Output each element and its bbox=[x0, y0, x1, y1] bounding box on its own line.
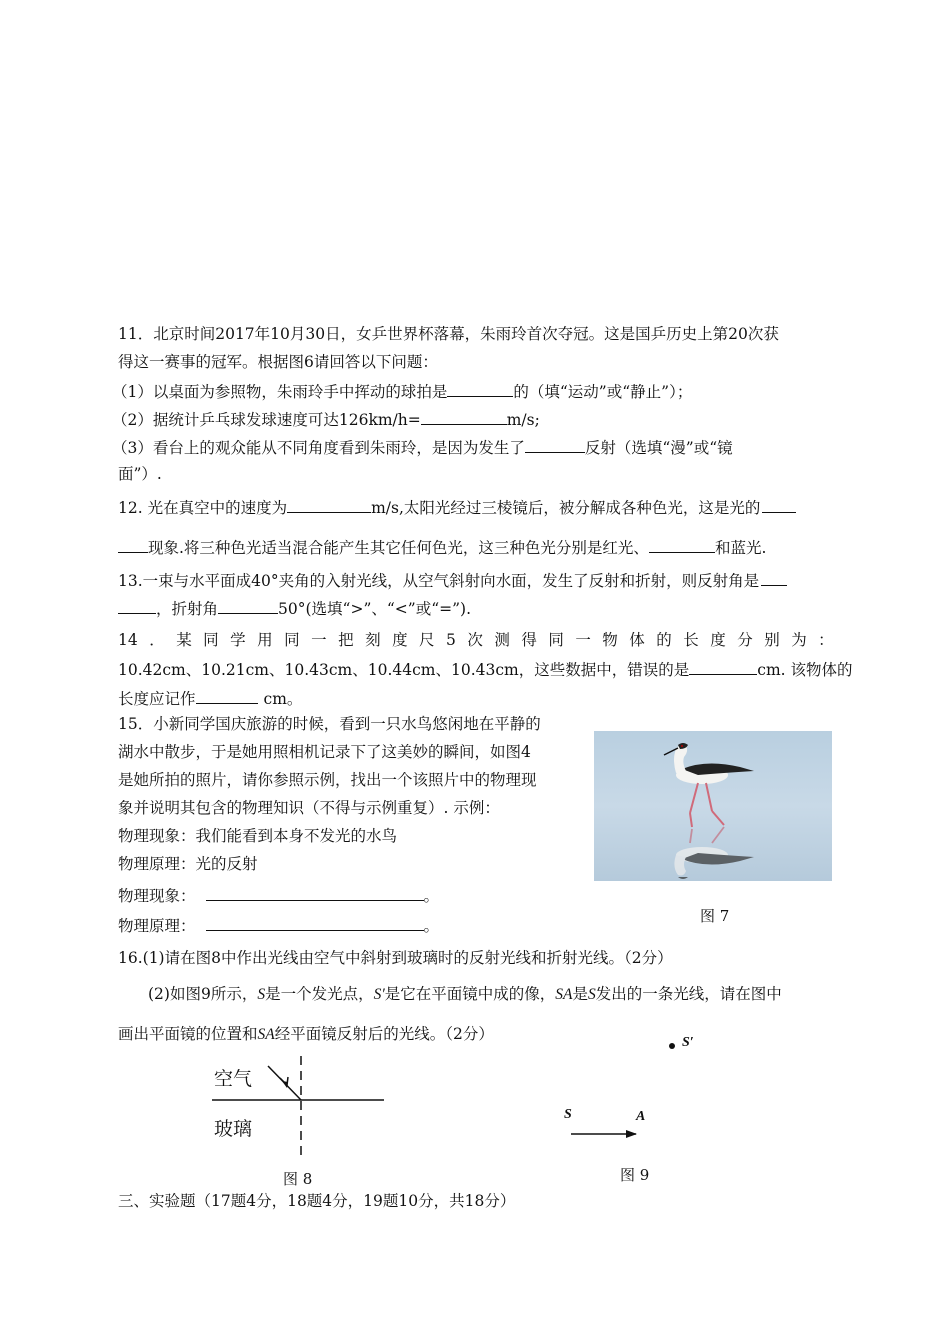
q12-blank3[interactable] bbox=[649, 535, 715, 553]
q12-blank1[interactable] bbox=[287, 495, 371, 513]
q14-text-b: cm. 该物体的 bbox=[757, 661, 853, 679]
figure9-drawing bbox=[560, 1035, 710, 1145]
q15-phenomenon-label: 物理现象： bbox=[118, 887, 196, 905]
q14-text-c: 长度应记作 bbox=[118, 690, 196, 708]
q11-sub2-blank[interactable] bbox=[421, 407, 507, 425]
q11-sub3 bbox=[112, 435, 733, 459]
q15-example-phenomenon: 物理现象：我们能看到本身不发光的水鸟 bbox=[118, 827, 398, 845]
q11-sub1-text-a: （1）以桌面为参照物，朱雨玲手中挥动的球拍是 bbox=[112, 383, 448, 401]
q11-sub2 bbox=[112, 407, 540, 431]
q11-sub3-text-a: （3）看台上的观众能从不同角度看到朱雨玲，是因为发生了 bbox=[112, 439, 525, 457]
q12-blank2-start[interactable] bbox=[762, 495, 796, 513]
q11-sub3-text-b: 反射（选填“漫”或“镜 bbox=[584, 439, 733, 457]
q15-line4: 象并说明其包含的物理知识（不得与示例重复）. 示例： bbox=[118, 799, 500, 817]
q14-word: 的 bbox=[656, 631, 672, 649]
q14-word: 用 bbox=[257, 631, 273, 649]
q16-sub2-S2: S bbox=[587, 986, 596, 1003]
q14-word: 测 bbox=[494, 631, 510, 649]
q15-answer-principle bbox=[118, 913, 439, 937]
q16-sub2-S: S bbox=[257, 986, 266, 1003]
q14-word: 物 bbox=[602, 631, 618, 649]
q11-sub1-text-b: 的（填“运动”或“静止”）； bbox=[513, 383, 693, 401]
q11-sub2-text-b: m/s; bbox=[506, 411, 540, 429]
q14-text-d: cm。 bbox=[263, 690, 303, 708]
q15-line1: 15．小新同学国庆旅游的时候，看到一只水鸟悠闲地在平静的 bbox=[118, 715, 541, 733]
q13-text-b: ，折射角 bbox=[156, 600, 219, 618]
q14-word: 同 bbox=[203, 631, 219, 649]
q11-sub3-cont: 面”）. bbox=[118, 465, 162, 483]
figure8 bbox=[200, 1050, 390, 1160]
q14-word: 次 bbox=[467, 631, 483, 649]
q12-line2 bbox=[118, 535, 766, 559]
q14-line1 bbox=[118, 629, 834, 651]
q12-text-b: m/s,太阳光经过三棱镜后，被分解成各种色光，这是光的 bbox=[371, 499, 761, 517]
q11-sub1-blank[interactable] bbox=[447, 379, 513, 397]
glass-label: 玻璃 bbox=[214, 1118, 253, 1140]
q12-text-c: 现象.将三种色光适当混合能产生其它任何色光，这三种色光分别是红光、 bbox=[148, 539, 649, 557]
q16-sub2-d: 是 bbox=[572, 985, 588, 1003]
bird-photo bbox=[594, 731, 832, 881]
q13-blank2[interactable] bbox=[218, 596, 278, 614]
q15-principle-end: 。 bbox=[423, 917, 440, 935]
q12-text-a: 12. 光在真空中的速度为 bbox=[118, 499, 288, 517]
q16-sub2-Sprime: S′ bbox=[373, 986, 385, 1003]
a-label: A bbox=[636, 1109, 646, 1124]
q15-phenomenon-end: 。 bbox=[423, 887, 440, 905]
q16-sub2-SA2: SA bbox=[257, 1026, 275, 1043]
q14-word: 把 bbox=[338, 631, 354, 649]
q15-principle-label: 物理原理： bbox=[118, 917, 196, 935]
q14-text-a: 10.42cm、10.21cm、10.43cm、10.44cm、10.43cm，这些数据中，错误的是 bbox=[118, 661, 690, 679]
q14-blank1[interactable] bbox=[689, 657, 757, 675]
q14-line2 bbox=[118, 657, 853, 681]
q14-blank2[interactable] bbox=[196, 686, 258, 704]
q16-sub2-f: 画出平面镜的位置和 bbox=[118, 1025, 258, 1043]
q13-text-a: 13.一束与水平面成40°夹角的入射光线，从空气斜射向水面，发生了反射和折射，则反射角是 bbox=[118, 572, 760, 590]
q14-word: 度 bbox=[392, 631, 408, 649]
sprime-label: S′ bbox=[682, 1035, 694, 1050]
q14-word: 得 bbox=[521, 631, 537, 649]
q14-word: ： bbox=[818, 631, 834, 649]
q14-word: 一 bbox=[311, 631, 327, 649]
q13-blank1-end[interactable] bbox=[118, 596, 156, 614]
figure9-caption: 图 9 bbox=[620, 1166, 650, 1184]
q14-word: 14 bbox=[118, 631, 138, 649]
q14-word: 长 bbox=[683, 631, 699, 649]
q14-word: 度 bbox=[710, 631, 726, 649]
q14-word: 5 bbox=[446, 631, 456, 649]
q15-line3: 是她所拍的照片，请你参照示例，找出一个该照片中的物理现 bbox=[118, 771, 537, 789]
q13-text-c: 50°(选填“>”、“<”或“=”). bbox=[278, 600, 472, 618]
q16-sub2-c: 是它在平面镜中成的像， bbox=[384, 985, 556, 1003]
q16-sub2-a: (2)如图9所示， bbox=[148, 985, 258, 1003]
q16-sub2-SA: SA bbox=[555, 986, 573, 1003]
q14-word: 同 bbox=[548, 631, 564, 649]
q12-line1 bbox=[118, 495, 796, 519]
q16-sub2-b: 是一个发光点， bbox=[265, 985, 374, 1003]
q16-sub2-line1 bbox=[148, 983, 782, 1006]
q11-sub3-blank[interactable] bbox=[525, 435, 585, 453]
q11-line1: 11．北京时间2017年10月30日，女乒世界杯落幕，朱雨玲首次夺冠。这是国乒历史上第20次获 bbox=[118, 325, 779, 343]
q13-line2 bbox=[118, 596, 471, 620]
q14-word: 分 bbox=[737, 631, 753, 649]
section3-title: 三、实验题（17题4分，18题4分，19题10分，共18分） bbox=[118, 1192, 516, 1210]
q12-blank2-end[interactable] bbox=[118, 535, 148, 553]
q14-word: 学 bbox=[230, 631, 246, 649]
q13-blank1-start[interactable] bbox=[761, 568, 787, 586]
s-label: S bbox=[564, 1107, 572, 1122]
q11-sub2-text-a: （2）据统计乒乓球发球速度可达126km/h= bbox=[112, 411, 421, 429]
bird-photo-drawing bbox=[594, 731, 832, 881]
q14-word: ． bbox=[149, 631, 165, 649]
q14-word: 体 bbox=[629, 631, 645, 649]
q15-principle-blank[interactable] bbox=[206, 913, 424, 931]
q14-word: 同 bbox=[284, 631, 300, 649]
q16-sub2-g: 经平面镜反射后的光线。（2分） bbox=[274, 1025, 494, 1043]
figure7-caption: 图 7 bbox=[700, 907, 730, 925]
air-label: 空气 bbox=[214, 1068, 253, 1090]
q16-sub2-line2 bbox=[118, 1023, 494, 1046]
q14-word: 某 bbox=[176, 631, 192, 649]
q14-word: 尺 bbox=[419, 631, 435, 649]
q15-answer-phenomenon bbox=[118, 883, 439, 907]
q16-sub1: 16.(1)请在图8中作出光线由空气中斜射到玻璃时的反射光线和折射光线。（2分） bbox=[118, 949, 673, 967]
ray-arrow bbox=[626, 1130, 637, 1138]
image-point-sprime bbox=[669, 1043, 675, 1049]
q14-word: 为 bbox=[791, 631, 807, 649]
q15-line2: 湖水中散步，于是她用照相机记录下了这美妙的瞬间，如图4 bbox=[118, 743, 531, 761]
q14-word: 刻 bbox=[365, 631, 381, 649]
q11-sub1 bbox=[112, 379, 692, 403]
q15-phenomenon-blank[interactable] bbox=[206, 883, 424, 901]
q13-line1 bbox=[118, 568, 787, 592]
q15-example-principle: 物理原理：光的反射 bbox=[118, 855, 258, 873]
q14-word: 一 bbox=[575, 631, 591, 649]
q16-sub2-e: 发出的一条光线，请在图中 bbox=[595, 985, 782, 1003]
figure9 bbox=[560, 1035, 710, 1145]
q11-line2: 得这一赛事的冠军。根据图6请回答以下问题： bbox=[118, 353, 438, 371]
q14-line3 bbox=[118, 686, 302, 710]
figure8-caption: 图 8 bbox=[283, 1170, 313, 1188]
q14-word: 别 bbox=[764, 631, 780, 649]
q12-text-d: 和蓝光. bbox=[714, 539, 767, 557]
